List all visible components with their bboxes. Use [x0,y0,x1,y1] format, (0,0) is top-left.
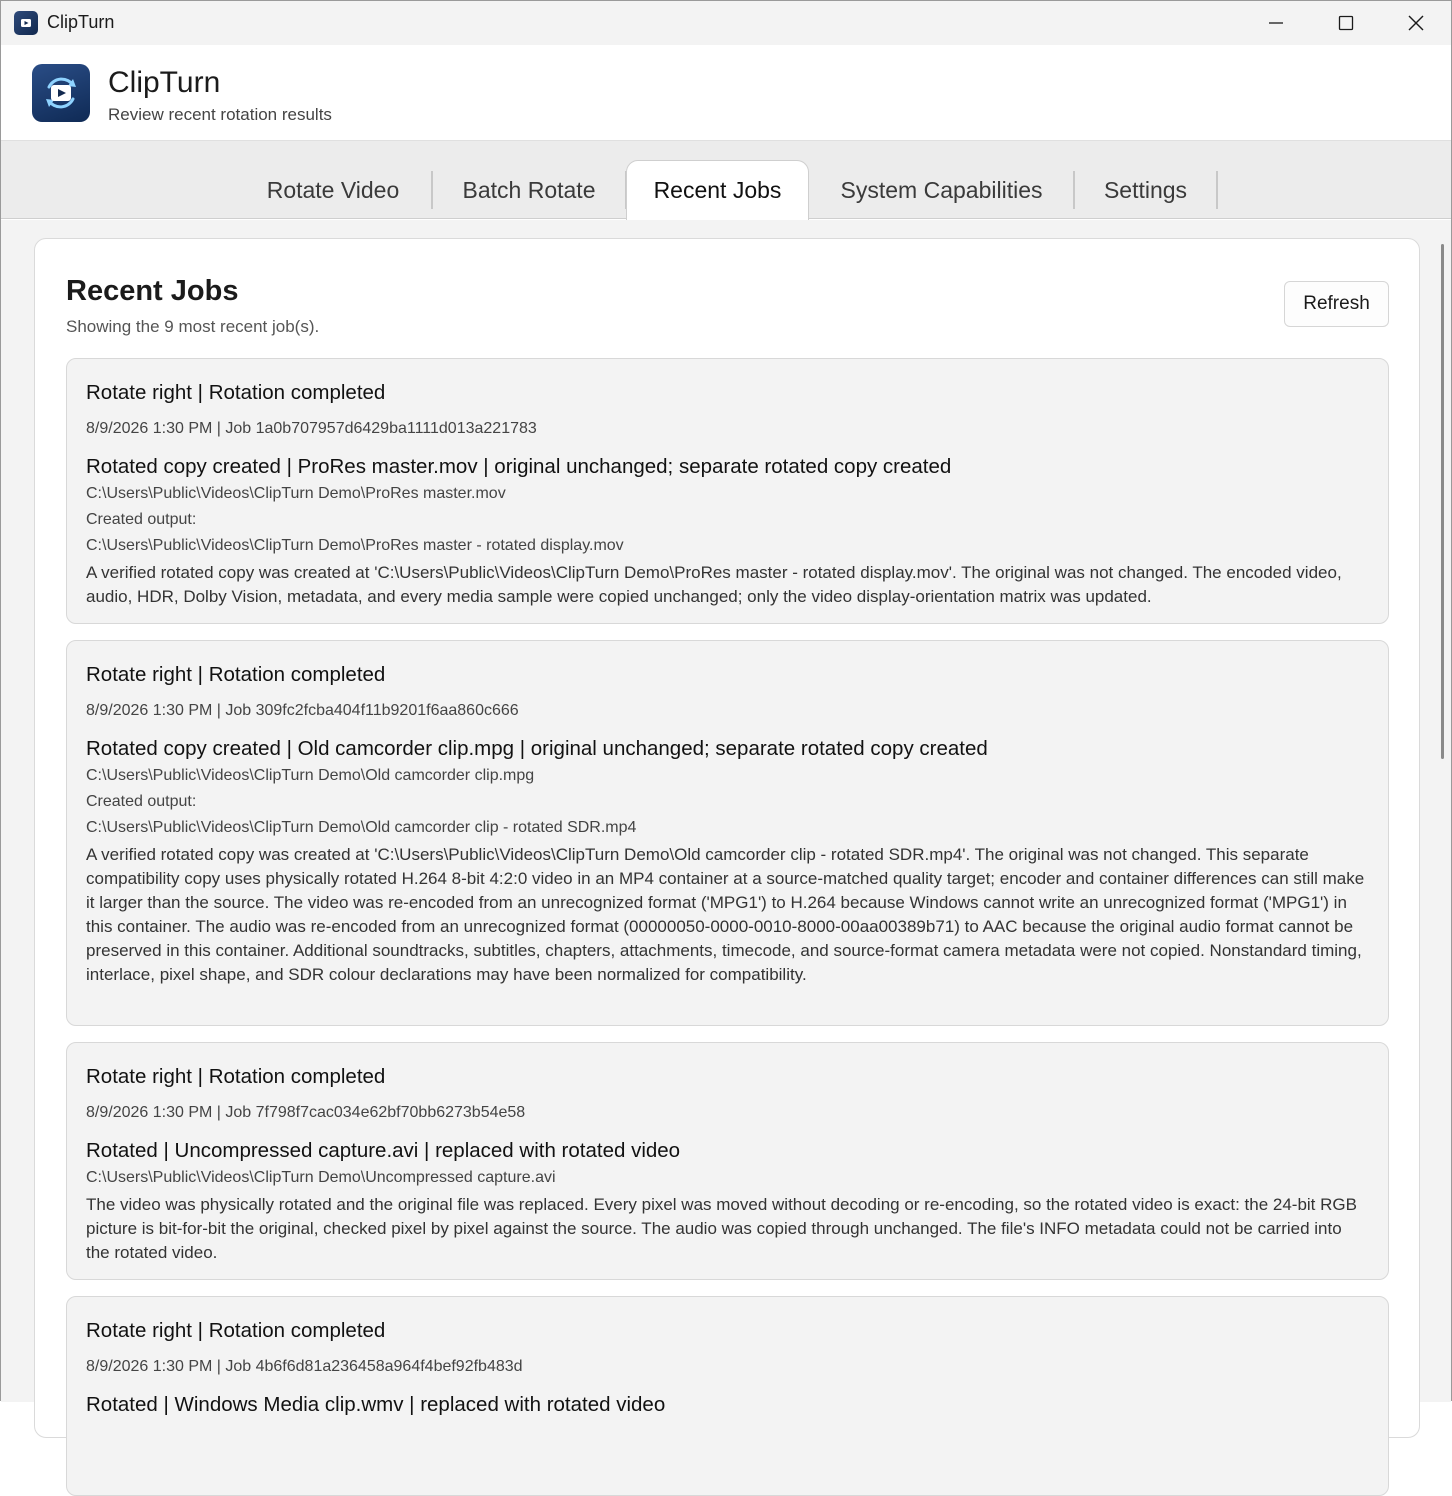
job-message: The video was physically rotated and the original file was replaced. Every pixel was moved without decoding or re-encoding, so the rotated video is exact: the 24-bit RGB picture is bit-for-bit the original, checked pixel by pixel against the source. The audio was copied through unchanged. The file's INFO metadata could not be carried into the rotated video. [86,1195,1357,1262]
job-action: Rotate right | Rotation completed [86,1065,386,1088]
job-action: Rotate right | Rotation completed [86,663,386,686]
job-action: Rotate right | Rotation completed [86,381,386,404]
job-card [66,640,1389,1026]
app-logo [32,64,90,122]
job-source-path: C:\Users\Public\Videos\ClipTurn Demo\ProRes master.mov [86,485,506,502]
panel-subtitle: Showing the 9 most recent job(s). [66,317,320,336]
close-button[interactable] [1381,1,1451,45]
job-message: A verified rotated copy was created at 'C:\Users\Public\Videos\ClipTurn Demo\Old camcorder clip - rotated SDR.mp4'. The original was not changed. This separate compatibility copy uses physically rotated H.264 8-bit 4:2:0 video in an MP4 container at a source-matched quality target; encoder and container differences can still make it larger than the source. The video was re-encoded from an unrecognized format ('MPG1') to H.264 because Windows cannot write an unrecognized format ('MPG1') in this container. The audio was re-encoded from an unrecognized format (00000050-0000-0010-8000-00aa00389b71) to AAC because the original audio format cannot be preserved in this container. Additional soundtracks, subtitles, chapters, attachments, timecode, and source-format camera metadata were not copied. Nonstandard timing, interlace, pixel shape, and SDR colour declarations may have been normalized for compatibility. [86,845,1365,984]
minimize-icon [1268,15,1284,31]
panel-title: Recent Jobs [66,275,239,307]
job-meta: 8/9/2026 1:30 PM | Job 7f798f7cac034e62bf70bb6273b54e58 [86,1104,526,1121]
job-output-path: C:\Users\Public\Videos\ClipTurn Demo\Old camcorder clip - rotated SDR.mp4 [86,819,637,836]
job-source-path: C:\Users\Public\Videos\ClipTurn Demo\Old camcorder clip.mpg [86,767,535,784]
app-header [1,45,1451,141]
content-area [1,220,1451,1416]
job-output-label: Created output: [86,511,197,528]
tab-rotate-video[interactable]: Rotate Video [234,161,432,219]
tab-system-capabilities[interactable]: System Capabilities [809,161,1074,219]
job-action: Rotate right | Rotation completed [86,1319,386,1342]
job-card [66,1296,1389,1496]
title-bar [1,1,1451,45]
recent-jobs-panel [34,238,1420,1438]
maximize-icon [1338,15,1354,31]
job-summary: Rotated | Uncompressed capture.avi | replaced with rotated video [86,1139,681,1162]
job-summary: Rotated | Windows Media clip.wmv | replaced with rotated video [86,1393,666,1416]
maximize-button[interactable] [1311,1,1381,45]
tab-settings[interactable]: Settings [1074,161,1217,219]
close-icon [1407,14,1425,32]
app-name: ClipTurn [108,66,221,99]
tab-strip [1,141,1451,219]
tab-recent-jobs[interactable]: Recent Jobs [626,160,809,220]
job-card [66,358,1389,624]
job-output-path: C:\Users\Public\Videos\ClipTurn Demo\ProRes master - rotated display.mov [86,537,624,554]
app-subtitle: Review recent rotation results [108,105,332,124]
job-card [66,1042,1389,1280]
app-icon [14,11,38,35]
job-summary: Rotated copy created | Old camcorder clip.mpg | original unchanged; separate rotated copy created [86,737,988,760]
job-meta: 8/9/2026 1:30 PM | Job 1a0b707957d6429ba1111d013a221783 [86,420,537,437]
job-summary: Rotated copy created | ProRes master.mov | original unchanged; separate rotated copy created [86,455,952,478]
rotate-video-icon [39,71,83,115]
scrollbar-thumb[interactable] [1441,244,1444,759]
minimize-button[interactable] [1241,1,1311,45]
job-message: A verified rotated copy was created at 'C:\Users\Public\Videos\ClipTurn Demo\ProRes master - rotated display.mov'. The original was not changed. The encoded video, audio, HDR, Dolby Vision, metadata, and every media sample were copied unchanged; only the video display-orientation matrix was updated. [86,563,1342,606]
window-title: ClipTurn [47,12,115,32]
tab-batch-rotate[interactable]: Batch Rotate [432,161,626,219]
job-meta: 8/9/2026 1:30 PM | Job 4b6f6d81a236458a964f4bef92fb483d [86,1358,523,1375]
job-output-label: Created output: [86,793,197,810]
job-meta: 8/9/2026 1:30 PM | Job 309fc2fcba404f11b9201f6aa860c666 [86,702,519,719]
refresh-button[interactable]: Refresh [1284,281,1389,327]
job-source-path: C:\Users\Public\Videos\ClipTurn Demo\Uncompressed capture.avi [86,1169,556,1186]
